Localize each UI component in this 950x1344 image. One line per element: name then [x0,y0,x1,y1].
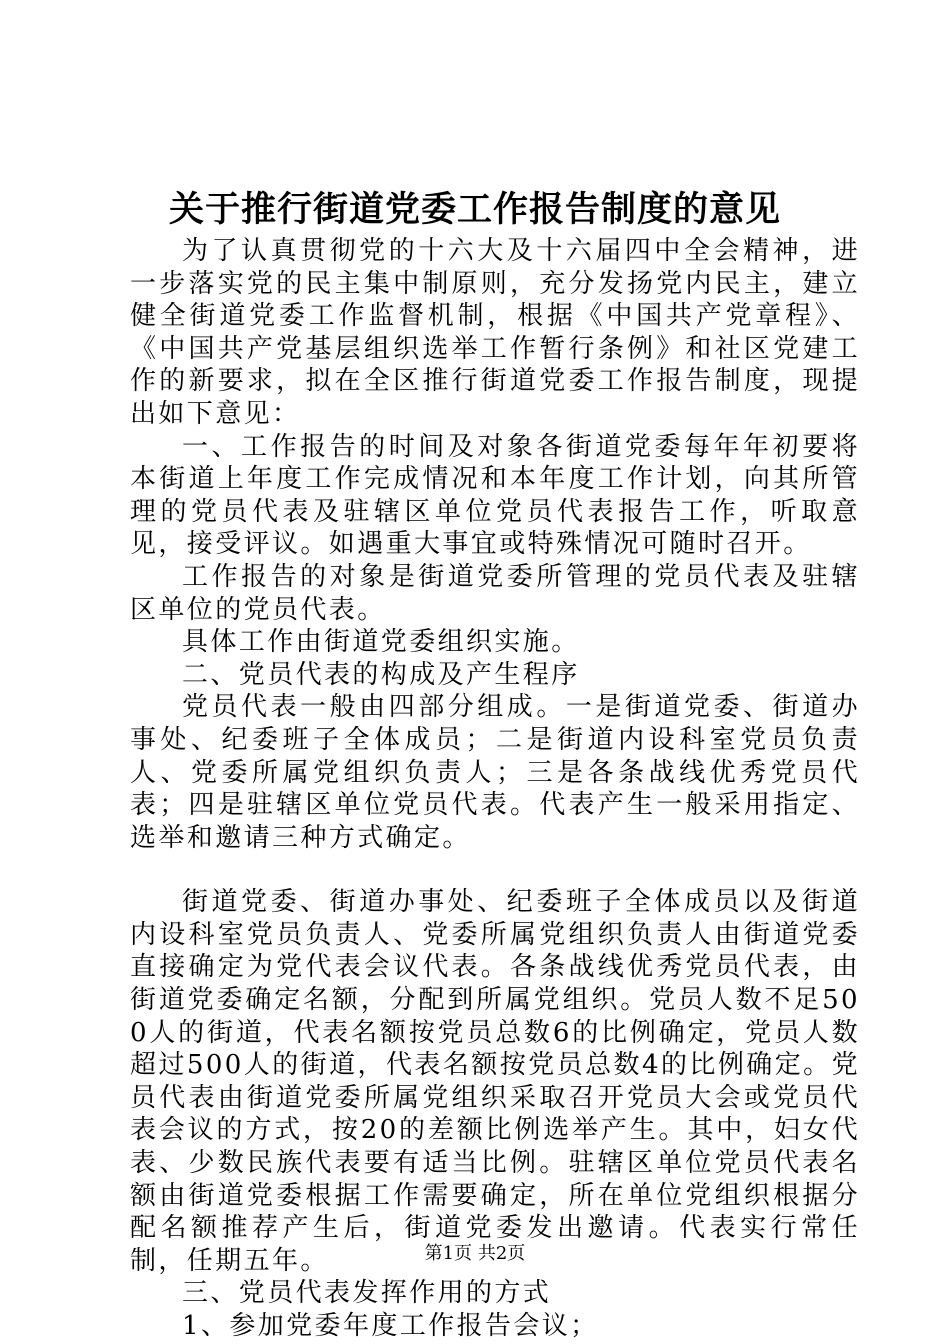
heading-section-2: 二、党员代表的构成及产生程序 [182,659,580,690]
paragraph-composition: 党员代表一般由四部分组成。一是街道党委、街道办事处、纪委班子全体成员；二是街道内设科室党员负责人、党委所属党组织负责人；三是各条战线优秀党员代表；四是驻辖区单位党员代表。代表产生一般采用指定、选举和邀请三种方式确定。 [130,692,860,853]
paragraph-selection: 街道党委、街道办事处、纪委班子全体成员以及街道内设科室党员负责人、党委所属党组织负责人由街道党委直接确定为党代表会议代表。各条战线优秀党员代表，由街道党委确定名额，分配到所属党组织。党员人数不足500人的街道，代表名额按党员总数6的比例确定，党员人数超过500人的街道，代表名额按党员总数4的比例确定。党员代表由街道党委所属党组织采取召开党员大会或党员代表会议的方式，按20的差额比例选举产生。其中，妇女代表、少数民族代表要有适当比例。驻辖区单位党员代表名额由街道党委根据工作需要确定，所在单位党组织根据分配名额推荐产生后，街道党委发出邀请。代表实行常任制，任期五年。 [130,887,860,1276]
document-body [130,235,860,1343]
paragraph-intro: 为了认真贯彻党的十六大及十六届四中全会精神，进一步落实党的民主集中制原则，充分发扬党内民主，建立健全街道党委工作监督机制，根据《中国共产党章程》、《中国共产党基层组织选举工作暂行条例》和社区党建工作的新要求，拟在全区推行街道党委工作报告制度，现提出如下意见： [130,236,860,429]
paragraph-item-1: 1、参加党委年度工作报告会议； [182,1311,599,1341]
heading-section-3: 三、党员代表发挥作用的方式 [182,1278,552,1309]
paragraph-implementation: 具体工作由街道党委组织实施。 [182,627,580,658]
paragraph-report-target: 工作报告的对象是街道党委所管理的党员代表及驻辖区单位的党员代表。 [130,561,860,625]
paragraph-section-1: 一、工作报告的时间及对象各街道党委每年年初要将本街道上年度工作完成情况和本年度工作计划，向其所管理的党员代表及驻辖区单位党员代表报告工作，听取意见，接受评议。如遇重大事宜或特殊情况可随时召开。 [130,431,860,560]
document-title: 关于推行街道党委工作报告制度的意见 [168,189,781,230]
page-number-footer: 第1页 共2页 [424,1243,526,1264]
